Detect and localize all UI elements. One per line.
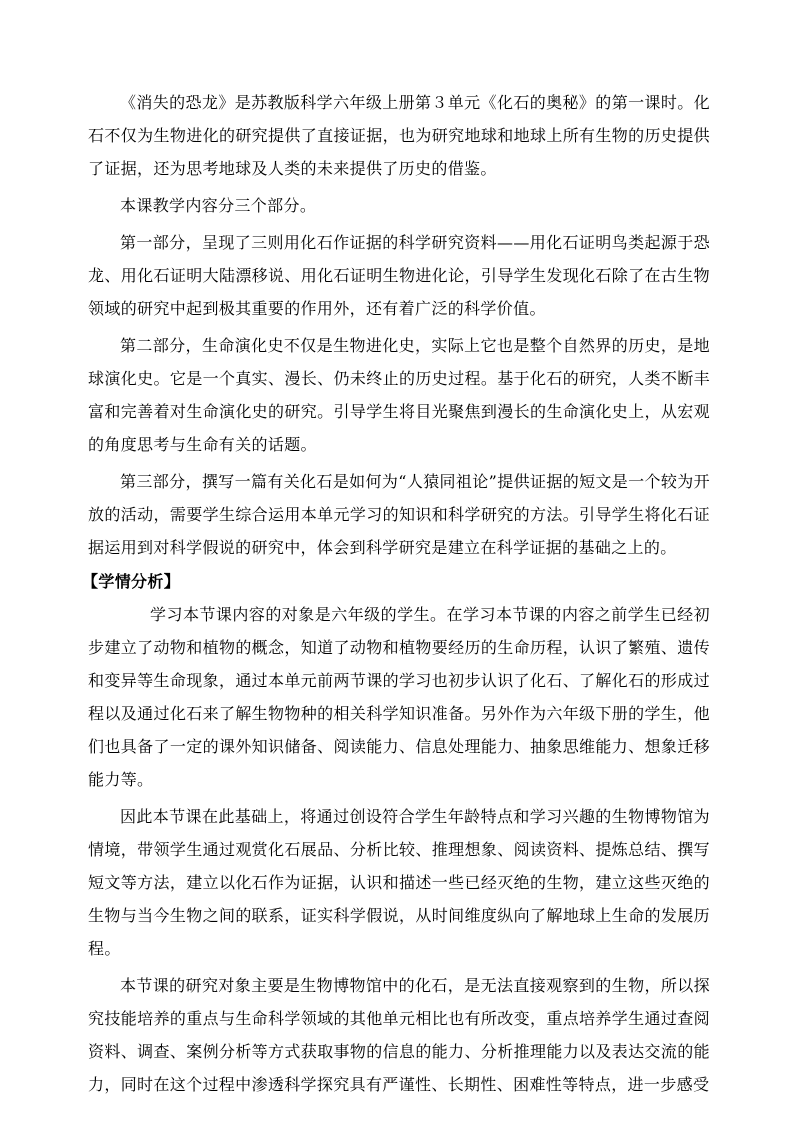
section-heading-learner-analysis: 【学情分析】 (82, 572, 181, 591)
intro-paragraph-4: 第二部分，生命演化史不仅是生物进化史，实际上它也是整个自然界的历史，是地球演化史。它是一个真实、漫长、仍未终止的历史过程。基于化石的研究，人类不断丰富和完善着对生命演化史的研究。引导学生将目光聚焦到漫长的生命演化史上，从宏观的角度思考与生命有关的话题。 (88, 336, 710, 454)
analysis-paragraph-3: 本节课的研究对象主要是生物博物馆中的化石，是无法直接观察到的生物，所以探究技能培养的重点与生命科学领域的其他单元相比也有所改变，重点培养学生通过查阅资料、调查、案例分析等方式获取事物的信息的能力、分析推理能力以及表达交流的能力，同时在这个过程中渗透科学探究具有严谨性、长期性、困难性等特点，进一步感受 (88, 976, 710, 1094)
intro-paragraph-2: 本课教学内容分三个部分。 (120, 196, 317, 215)
analysis-paragraph-2: 因此本节课在此基础上，将通过创设符合学生年龄特点和学习兴趣的生物博物馆为情境，带领学生通过观赏化石展品、分析比较、推理想象、阅读资料、提炼总结、撰写短文等方法，建立以化石作为证据，认识和描述一些已经灭绝的生物，建立这些灭绝的生物与当今生物之间的联系，证实科学假说，从时间维度纵向了解地球上生命的发展历程。 (88, 807, 710, 958)
intro-paragraph-3: 第一部分，呈现了三则用化石作证据的科学研究资料——用化石证明鸟类起源于恐龙、用化石证明大陆漂移说、用化石证明生物进化论，引导学生发现化石除了在古生物领域的研究中起到极其重要的作用外，还有着广泛的科学价值。 (88, 233, 710, 318)
intro-paragraph-5: 第三部分，撰写一篇有关化石是如何为“人猿同祖论”提供证据的短文是一个较为开放的活动，需要学生综合运用本单元学习的知识和科学研究的方法。引导学生将化石证据运用到对科学假说的研究中，体会到科学研究是建立在科学证据的基础之上的。 (88, 472, 710, 557)
intro-paragraph-1: 《消失的恐龙》是苏教版科学六年级上册第３单元《化石的奥秘》的第一课时。化石不仅为生物进化的研究提供了直接证据，也为研究地球和地球上所有生物的历史提供了证据，还为思考地球及人类的未来提供了历史的借鉴。 (88, 93, 710, 178)
document-page (82, 86, 710, 1101)
analysis-paragraph-1: 学习本节课内容的对象是六年级的学生。在学习本节课的内容之前学生已经初步建立了动物和植物的概念，知道了动物和植物要经历的生命历程，认识了繁殖、遗传和变异等生命现象，通过本单元前两节课的学习也初步认识了化石、了解化石的形成过程以及通过化石来了解生物物种的相关科学知识准备。另外作为六年级下册的学生，他们也具备了一定的课外知识储备、阅读能力、信息处理能力、抽象思维能力、想象迁移能力等。 (88, 605, 710, 789)
